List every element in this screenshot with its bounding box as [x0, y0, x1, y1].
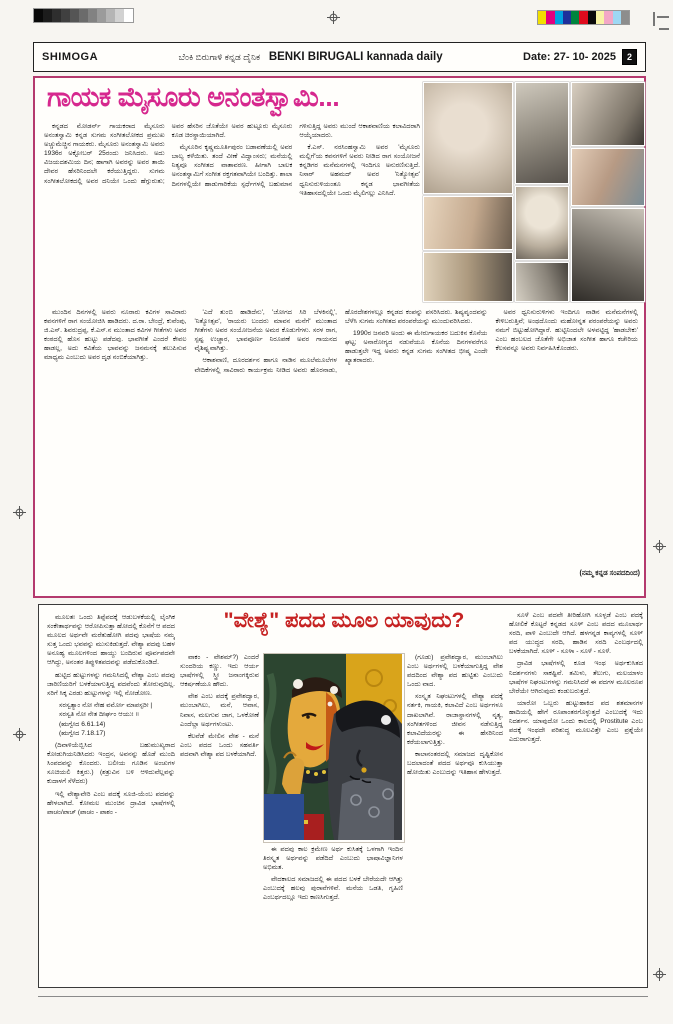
photo-tabla-players-bw [515, 262, 569, 302]
registration-mark-icon [13, 506, 26, 519]
painting-two-women [263, 653, 405, 843]
body-paragraph: ವೇಶ ಎಂಬ ಪದಕ್ಕೆ ಪ್ರವೇಶದ್ವಾರ, ಮುಂಬಾಗಿಲು, ಮನೆ, ಆವಾಸ, ನಿವಾಸ, ಮಲಗುವ ಜಾಗ, ಒಳಕೋಣೆ ಎಂದೆಲ್ಲಾ ಅರ್ಥಗಳುಂಟು. [180, 693, 259, 728]
article2-headline: "ವೇಶ್ಯೆ" ಪದದ ಮೂಲ ಯಾವುದು? [223, 609, 465, 632]
verse-line: ಸರಸ್ವತ್ಯಾಂ ನೋ ನೇಹ ವರ್ಮೋ ಮಾಪಸ್ಪರೀ | [59, 701, 153, 709]
edition-city: SHIMOGA [42, 51, 99, 63]
body-paragraph: ಇಲ್ಲಿ ವೇಶ್ಯಾವೇರಿ ಎಂಬ ಪದಕ್ಕೆ ಸೂಜಿ-ಯೆಂಬ ಪದವನ್ನು ಹೇಳಲಾಗಿದೆ. ಕೋಮಲ ಮುಂಚಿನ ದ್ರಾವಿಡ ಭಾಷೆಗಳಲ್ಲಿ ಪಾಚಂ/ಪಾಚ್ (ಪಾಚಂ - ಪಾಶಂ - [47, 790, 175, 816]
photo-singer-performing-bw [515, 82, 569, 184]
photo-portrait-singer-closeup [423, 82, 513, 194]
article2-below-image-text [263, 845, 403, 981]
body-paragraph: ಕೆ.ಎಸ್. ನರಸಿಂಹಸ್ವಾಮಿ ಅವರ 'ಮೈಸೂರು ಮಲ್ಲಿಗೆ'ಯ ಕವನಗಳಿಗೆ ಅವರು ನೀಡಿದ ರಾಗ ಸಂಯೋಜನೆ ಕನ್ನಡಿಗರ ಮನೆಮನಗಳಲ್ಲಿ ಇಂದಿಗೂ ಅನುರಣಿಸುತ್ತಿದೆ. ನಿಸಾರ್ ಅಹಮದ್ ಅವರ 'ನಿತ್ಯೋತ್ಸವ' ಧ್ವನಿಸುರುಳಿಯಂತೂ ಕನ್ನಡ ಭಾವಗೀತೆಯ ಇತಿಹಾಸದಲ್ಲಿಯೇ ಒಂದು ಮೈಲಿಗಲ್ಲು ಎನಿಸಿದೆ. [299, 144, 420, 197]
registration-mark-icon [327, 11, 340, 24]
body-paragraph: ಯಾರೋ ಒಬ್ಬರು ಹುಟ್ಟುಹಾಕಿದ ಪದ ಶತಮಾನಗಳ ಹಾದಿಯಲ್ಲಿ ಹೇಗೆ ರೂಪಾಂತರಗೊಳ್ಳುತ್ತದೆ ಎಂಬುದಕ್ಕೆ ಇದು ನಿದರ್ಶನ. ಯಾವುದೋ ಒಂದು ಕಾಲದಲ್ಲಿ Prostitute ಎಂಬ ಪದಕ್ಕೆ ಇಂಥದೇ ಪರಿಶುದ್ಧ ಮೂಲವಿತ್ತೇ ಎಂಬ ಪ್ರಶ್ನೆಯೇ ಎದುರಾಗುತ್ತದೆ. [509, 699, 643, 744]
body-paragraph: ಮೂಲತಃ ಒಂದು ತಿಪ್ಪೆಪದಕ್ಕೆ ಆಡುಬಳಕೆಯಲ್ಲಿ ಲೈಂಗಿಕ ಸಂಕೇತಾರ್ಥವನ್ನು ಆರೋಪಿಸುತ್ತಾ ಹೋದಲ್ಲಿ ಕೊನೆಗೆ ಆ ಪದದ ಮೂಲದ ಅರ್ಥವೇ ಮರೆತುಹೋಗಿ ಪದವು ಭಾಷೆಯ ನಮ್ಮ ಸುತ್ತ ಒಂದು ಭವವನ್ನು ಮುಸುಕಿಡುತ್ತದೆ. ವೇಶ್ಯಾ ಪದವು ಬಹಳ ಅನೂಹ್ಯ ಮೂಲಗಳಿಂದ ಹಾಯ್ದು ಬಂದಿರುವ ಪೂರ್ವಪದವೇ ಆಗಿದ್ದು, ಅನಂತರ ತಿಪ್ಪುಳಿತಪದವನ್ನು ಪಡೆದುಕೊಂಡಿದೆ. [47, 614, 175, 667]
photo-musicians-trio-color [423, 196, 513, 250]
article1-top-columns [44, 122, 420, 302]
body-paragraph: (ಗೂಡು) ಪ್ರವೇಶದ್ವಾರ, ಮುಂಬಾಗಿಲು ಎಂಬ ಅರ್ಥಗಳಲ್ಲಿ ಬಳಕೆಯಾಗುತ್ತಿದ್ದ ವೇಶ ಪದದಿಂದ ವೇಶ್ಯಾ ಪದ ಹುಟ್ಟಿತು ಎಂಬುದು ಒಂದು ವಾದ. [407, 654, 503, 689]
registration-mark-icon [653, 968, 666, 981]
verse-line: (ಋಗ್ವೇದ 6.61.14) [59, 720, 106, 728]
masthead [33, 42, 646, 72]
article-veshye-word-origin [38, 604, 648, 988]
body-paragraph: ಸೂಳೆ ಎಂಬ ಪದವೇ ತೀರಿಹೋಗಿ ಸೂಳ್ಪಡೆ ಎಂಬ ಪದಕ್ಕೆ ಹೋಲಿಕೆ ಕೊಟ್ಟರೆ ಕನ್ನಡದ ಸೂಳ್ ಎಂಬ ಪದದ ಮೂಲಾರ್ಥ ಸರದಿ, ಪಾಳಿ ಎಂಬುದೇ ಆಗಿದೆ. ಹಳಗನ್ನಡ ಕಾವ್ಯಗಳಲ್ಲಿ ಸೂಳ್ ಪದ ಯುದ್ಧದ ಸರದಿ, ಹಾಡಿನ ಸರದಿ ಎಂಬರ್ಥದಲ್ಲಿ ಬಳಕೆಯಾಗಿದೆ. ಸೂಳ್ - ಸೂಳಾ - ಸೂಳೆ - ಸೂಳೆ. [509, 612, 643, 656]
photo-band-on-stage-color [423, 252, 513, 302]
article1-headline: ಗಾಯಕ ಮೈಸೂರು ಅನಂತಸ್ವಾಮಿ... [47, 82, 340, 112]
article1-byline: (ನಮ್ಮ ಕನ್ನಡ ಸಂಪದದಿಂದ) [579, 570, 640, 577]
body-paragraph: ವಾಕಂ - ವೇಶಮ್?) ಎಂದರೆ ಸುಂದರಿಯ ಕಣ್ಣು. ಇದು ಆರ್ಯ ಭಾಷೆಗಳಲ್ಲಿ ಸ್ತ್ರೀ ಜನಾಂಗಕ್ಕಿರುವ ಆಕರ್ಷಣೆಯೂ ಹೌದು. [180, 654, 259, 689]
body-paragraph: ಕೆಲವೆಡೆ ಮೇಲಿನ ವೇಶ - ಮನೆ ಎಂಬ ಪದದ ಒಂದು ಸಹವರ್ತಿ ಪದವಾಗಿ ವೇಶ್ಯಾ ಪದ ಬಳಕೆಯಾಗಿದೆ. [180, 732, 259, 758]
body-paragraph: ಆಕಾಶವಾಣಿ, ದೂರದರ್ಶನ ಹಾಗೂ ನಾಡಿನ ಮೂಲೆಮೂಲೆಗಳ ವೇದಿಕೆಗಳಲ್ಲಿ ಸಾವಿರಾರು ಕಾರ್ಯಕ್ರಮ ನೀಡಿದ ಅವರು ಹೊರನಾಡು, ಹೊರದೇಶಗಳಲ್ಲೂ ಕನ್ನಡದ ಕಂಪನ್ನು ಪಸರಿಸಿದರು. ಶಿಷ್ಯವೃಂದವನ್ನು ಬೆಳೆಸಿ ಸುಗಮ ಸಂಗೀತದ ಪರಂಪರೆಯನ್ನು ಮುಂದುವರಿಸಿದರು. [194, 309, 488, 374]
registration-mark-icon [13, 728, 26, 741]
cmyk-color-bar [537, 10, 630, 25]
vedic-verse [47, 701, 175, 739]
paper-title-english: BENKI BIRUGALI kannada daily [268, 51, 443, 63]
crop-corner-mark [653, 12, 669, 30]
article2-column1 [47, 613, 175, 981]
body-paragraph: 'ಎದೆ ತುಂಬಿ ಹಾಡಿದೆನು', 'ಜೋಗದ ಸಿರಿ ಬೆಳಕಿನಲ್ಲಿ', 'ನಿತ್ಯೋತ್ಸವ', 'ರಾಯರು ಬಂದರು ಮಾವನ ಮನೆಗೆ' ಮುಂತಾದ ಗೀತೆಗಳು ಅವರ ಸಂಯೋಜನೆಯ ಅಮರ ಕೊಡುಗೆಗಳು. ಸರಳ ರಾಗ, ಸ್ಪಷ್ಟ ಉಚ್ಚಾರ, ಭಾವಪೂರ್ಣ ನಿರೂಪಣೆ ಅವರ ಗಾಯನದ ವೈಶಿಷ್ಟ್ಯವಾಗಿತ್ತು. [194, 309, 337, 353]
photo-stage-gathering-bw [571, 208, 645, 302]
article2-column4 [509, 611, 643, 981]
body-paragraph: 1990ರ ಜನವರಿ ಅಂದು ಈ ಮೇರುಗಾಯಕರ ಬದುಕಿನ ಕೊನೆಯ ಘಟ್ಟ; ಅನಾರೋಗ್ಯದ ನಡುವೆಯೂ ಕೊನೆಯ ದಿನಗಳವರೆಗೂ ಹಾಡುತ್ತಲೇ ಇದ್ದ ಅವರು ಕನ್ನಡ ಸುಗಮ ಸಂಗೀತದ ಭೀಷ್ಮ ಎಂದೇ ಖ್ಯಾತರಾದರು. [345, 330, 488, 365]
verse-line: ಸರಸ್ವತಿ ನೋ ನೇತ ದೀರ್ಘಂ ಆಯುಃ ॥ [59, 711, 140, 719]
body-paragraph: ಹುಟ್ಟಿದ ಹುಟ್ಟುಗಳನ್ನು ಗಮನಿಸಿದಲ್ಲಿ ವೇಶ್ಯಾ ಎಂಬ ಪದವು ಜಾರಿಣಿಯರಿಗೆ ಬಳಕೆಯಾಗುತ್ತಿದ್ದ ಪದವೆಂದು ತೋರುವುದಿಲ್ಲ. ಸರಿಗೆ ಸಿಕ್ಕ ಎರಡು ಹುಟ್ಟುಗಳನ್ನು ಇಲ್ಲಿ ನೋಡೋಣ. [47, 671, 175, 697]
photo-couple-portrait-bw [571, 82, 645, 146]
registration-mark-icon [653, 540, 666, 553]
body-paragraph: ಈ ಪದವು ಕಾಲ ಕ್ರಮೇಣ ಅರ್ಥ ಕುಸಿತಕ್ಕೆ ಒಳಗಾಗಿ ಇಂದಿನ ತಿರಸ್ಕೃತ ಅರ್ಥವನ್ನು ಪಡೆದಿದೆ ಎಂಬುದು ಭಾಷಾವಿಜ್ಞಾನಿಗಳ ಅಭಿಮತ. [263, 846, 403, 872]
photo-collage [423, 82, 643, 302]
body-paragraph: ದ್ರಾವಿಡ ಭಾಷೆಗಳಲ್ಲಿ ಕೂಡ ಇಂಥ ಅರ್ಥಕುಸಿತದ ನಿದರ್ಶನಗಳು ಸಾಕಷ್ಟಿವೆ. ತಮಿಳು, ತೆಲುಗು, ಮಲಯಾಳಂ ಭಾಷೆಗಳ ನಿಘಂಟುಗಳನ್ನು ಗಮನಿಸಿದರೆ ಈ ಪದಗಳ ಮೂಲರೂಪ ಬೇರೆಯೇ ಆಗಿರುವುದು ಕಂಡುಬರುತ್ತದೆ. [509, 660, 643, 695]
article-mysore-ananthaswamy [33, 76, 646, 598]
body-paragraph: ವೇದಕಾಲದ ಸಮಾಜದಲ್ಲಿ ಈ ಪದದ ಬಳಕೆ ಬೇರೆಯದೇ ಆಗಿತ್ತು ಎಂಬುದಕ್ಕೆ ಹಲವು ಪುರಾವೆಗಳಿವೆ. ಮನೆಯ ಒಡತಿ, ಗೃಹಿಣಿ ಎಂಬರ್ಥದಲ್ಲೂ ಇದು ಕಾಣಸಿಗುತ್ತದೆ. [263, 876, 403, 902]
body-paragraph: ಅವರ ಧ್ವನಿಸುರುಳಿಗಳು ಇಂದಿಗೂ ನಾಡಿನ ಮನೆಮನೆಗಳಲ್ಲಿ ಕೇಳಿಬರುತ್ತಿವೆ; ಅಂಥದೊಂದು ಮಹೋನ್ನತ ಪರಂಪರೆಯನ್ನು ಅವರು ನಮಗೆ ಬಿಟ್ಟುಹೋಗಿದ್ದಾರೆ. ಹುಟ್ಟಿನಿಂದಲೇ ಅಳವಟ್ಟಿದ್ದ 'ಹಾಡಬೇಕು' ಎಂಬ ಹಂಬಲದ ಜೊತೆಗೇ ಅಭಿಜಾತ ಸಂಗೀತ ಹಾಗೂ ಕಚೇರಿಯ ಕೆಲಸವನ್ನೂ ಅವರು ನಿರ್ವಹಿಸಿಕೊಂಡರು. [495, 309, 638, 353]
verse-line: (ಋಗ್ವೇದ 7.18.17) [59, 730, 106, 738]
page-number-badge: 2 [622, 49, 637, 65]
article2-column3 [407, 653, 503, 981]
photo-young-man-portrait-bw [515, 186, 569, 260]
paper-title-kannada: ಬೆಂಕಿ ಬಿರುಗಾಳಿ ಕನ್ನಡ ದೈನಿಕ [178, 52, 261, 62]
body-paragraph: ಮೈಸೂರಿನ ಕೃಷ್ಣಮೂರ್ತಿಪುರಂ ಬಡಾವಣೆಯಲ್ಲಿ ಅವರ ಬಾಲ್ಯ ಕಳೆಯಿತು. ತಂದೆ ವೀಣೆ ವಿದ್ವಾಂಸರು; ಮನೆಯಲ್ಲಿ ನಿತ್ಯವೂ ಸಂಗೀತದ ವಾತಾವರಣ. ಹೀಗಾಗಿ ಬಾಲಕ ಅನಂತಸ್ವಾಮಿಗೆ ಸಂಗೀತ ರಕ್ತಗತವಾಗಿಯೇ ಬಂದಿತ್ತು. ಶಾಲಾ ದಿನಗಳಲ್ಲಿಯೇ ಹಾಡುಗಾರಿಕೆಯ ಸ್ಪರ್ಧೆಗಳಲ್ಲಿ ಬಹುಮಾನ ಗಳಿಸುತ್ತಿದ್ದ ಅವರು ಮುಂದೆ ಆಕಾಶವಾಣಿಯ ಕಲಾವಿದರಾಗಿ ಆಯ್ಕೆಯಾದರು. [171, 123, 420, 188]
photo-family-group-color [571, 148, 645, 206]
body-paragraph: ಮುಂದಿನ ದಿನಗಳಲ್ಲಿ ಅವರು ನೂರಾರು ಕವಿಗಳ ಸಾವಿರಾರು ಕವನಗಳಿಗೆ ರಾಗ ಸಂಯೋಜಿಸಿ ಹಾಡಿದರು. ದ.ರಾ. ಬೇಂದ್ರೆ, ಕುವೆಂಪು, ಜಿ.ಎಸ್. ಶಿವರುದ್ರಪ್ಪ, ಕೆ.ಎಸ್.ನ ಮುಂತಾದ ಕವಿಗಳ ಗೀತೆಗಳು ಅವರ ಕಂಠದಲ್ಲಿ ಹೊಸ ಹುಟ್ಟು ಪಡೆದವು. ಭಾವಗೀತೆ ಎಂದರೆ ಕೇವಲ ಹಾಡಲ್ಲ, ಅದು ಕವಿತೆಯ ಭಾವವನ್ನು ಜನಮನಕ್ಕೆ ತಲುಪಿಸುವ ಮಾಧ್ಯಮ ಎಂಬುದು ಅವರ ದೃಢ ನಂಬಿಕೆಯಾಗಿತ್ತು. [44, 309, 187, 362]
body-paragraph: ಕನ್ನಡದ ಮೋಡರ್ನ್ ಗಾಯಕರಾದ ಮೈಸೂರು ಅನಂತಸ್ವಾಮಿ ಕನ್ನಡ ಸುಗಮ ಸಂಗೀತಲೋಕದ ಪ್ರಮುಖ ಅಚ್ಚುಮೆಚ್ಚಿನ ಗಾಯಕರು. ಮೈಸೂರು ಅನಂತಸ್ವಾಮಿ ಅವರು 1936ರ ಅಕ್ಟೋಬರ್ 25ರಂದು ಜನಿಸಿದರು. ಅದು ವಿಜಯದಶಮಿಯ ದಿನ; ಹಾಗಾಗಿ ಅವರನ್ನು ಅವರ ತಾಯಿ ದೇವರ ಹೆಸರಿನಿಂದಲೇ ಕರೆಯುತ್ತಿದ್ದರು. ಸುಗಮ ಸಂಗೀತಲೋಕದಲ್ಲಿ ಅವರ ದನಿಯೇ ಒಂದು ಹೆಗ್ಗುರುತು; ಅವರ ಹೆಸರಿನ ಜೊತೆಯೇ ಅವರ ಹುಟ್ಟೂರು ಮೈಸೂರು ಕೂಡ ಚಿರಸ್ಥಾಯಿಯಾಗಿದೆ. [44, 123, 293, 185]
bottom-rule [38, 996, 648, 997]
body-paragraph: ಕಾಲಾನಂತರದಲ್ಲಿ ಸಮಾಜದ ದೃಷ್ಟಿಕೋನ ಬದಲಾದಂತೆ ಪದದ ಅರ್ಥವೂ ಕುಸಿಯುತ್ತಾ ಹೋಯಿತು ಎಂಬುದನ್ನು ಇತಿಹಾಸ ಹೇಳುತ್ತದೆ. [407, 750, 503, 777]
paper-title [98, 51, 523, 63]
article1-bottom-columns [44, 308, 638, 566]
body-paragraph: ಸಂಸ್ಕೃತ ನಿಘಂಟುಗಳಲ್ಲಿ ವೇಶ್ಯಾ ಪದಕ್ಕೆ ನರ್ತಕಿ, ಗಾಯಕಿ, ಕಲಾವಿದೆ ಎಂಬ ಅರ್ಥಗಳೂ ದಾಖಲಾಗಿವೆ. ರಾಜಾಸ್ಥಾನಗಳಲ್ಲಿ ನೃತ್ಯ, ಸಂಗೀತಗಳಿಂದ ಜೀವನ ನಡೆಸುತ್ತಿದ್ದ ಕಲಾವಿದೆಯರನ್ನು ಈ ಹೆಸರಿನಿಂದ ಕರೆಯಲಾಗುತ್ತಿತ್ತು. [407, 693, 503, 746]
issue-date: Date: 27- 10- 2025 [523, 51, 616, 63]
grayscale-calibration-bar [33, 8, 134, 23]
body-paragraph: (ದಿವಾಳಿಯೆಬ್ಬಿಸಿದ ಬಹುಮುಖ್ಯರಾದ ಕೋಡುಗಿಯನಿಡಿಸಿದರು ಇಂದ್ರನ, ಅವನನ್ನು ಹೊಡೆ ಮುಂದಿ ಸಿಂಪದವನ್ನು ಕೊಂದರು. ಬಲೀಯ ಗೂಡಿನ ಅಂಚುಗಳ ಸೂಚಿಯಲಿ ಕಿತ್ತರು.) (ಶತ್ರುವಿನ ಬಳಿ ಆಳಿದುವೆಲ್ಲವನ್ನು ಕುದಾಳಗೆ ಸೆಳೆದರು) [47, 742, 175, 786]
article2-column2 [180, 653, 259, 981]
